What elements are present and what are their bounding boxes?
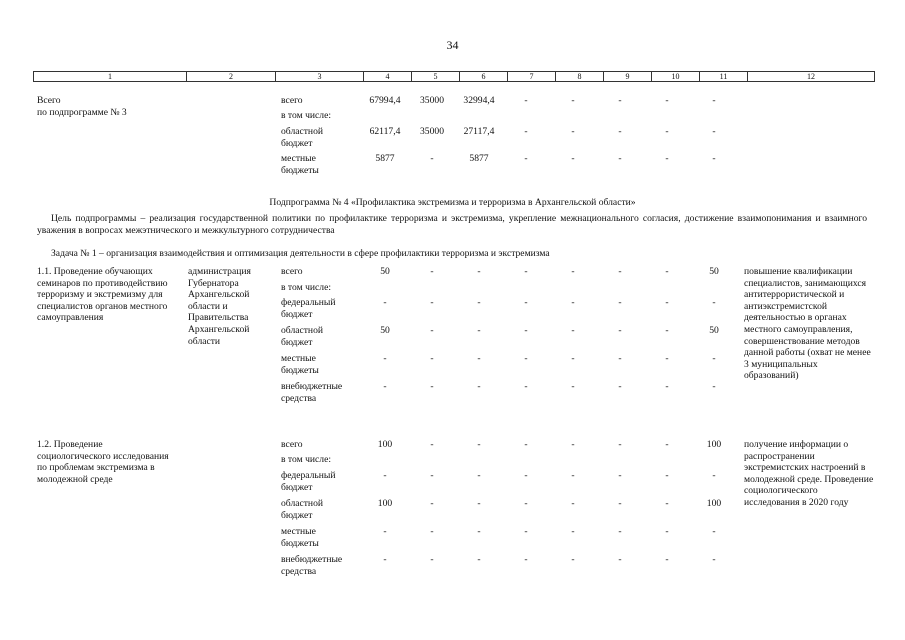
funding-value: -: [665, 439, 669, 450]
funding-value: -: [430, 153, 434, 164]
funding-value: 100: [706, 498, 722, 509]
funding-value: -: [430, 325, 434, 336]
funding-value: -: [618, 95, 622, 106]
funding-value: -: [524, 153, 528, 164]
funding-value: -: [571, 498, 575, 509]
funding-source-label: всего: [281, 266, 303, 277]
funding-value: -: [571, 95, 575, 106]
funding-value: -: [477, 353, 481, 364]
funding-value: -: [571, 470, 575, 481]
funding-value: -: [524, 266, 528, 277]
task-line: Задача № 1 – организация взаимодействия и оптимизация деятельности в сфере профилактики терроризма и экстремизма: [51, 248, 550, 259]
funding-value: -: [571, 153, 575, 164]
funding-value: -: [618, 526, 622, 537]
funding-source-label: областной бюджет: [281, 325, 324, 348]
activity-result: получение информации о распространении экстремистских настроений в молодежной среде. Проведение социологического исследования в 2020 году: [744, 439, 874, 508]
header-col: 12: [747, 72, 874, 81]
funding-value: 100: [377, 439, 393, 450]
activity-executor: администрация Губернатора Архангельской области и Правительства Архангельской области: [188, 266, 251, 347]
funding-value: -: [571, 381, 575, 392]
funding-value: -: [383, 353, 387, 364]
funding-value: -: [571, 526, 575, 537]
funding-value: 50: [380, 325, 390, 336]
header-col: 4: [363, 72, 411, 81]
header-col: 3: [275, 72, 363, 81]
funding-value: -: [618, 153, 622, 164]
funding-source-label: в том числе:: [281, 454, 332, 465]
funding-value: -: [618, 353, 622, 364]
header-col: 5: [411, 72, 459, 81]
funding-value: -: [430, 470, 434, 481]
subprogram-title: Подпрограмма № 4 «Профилактика экстремизма и терроризма в Архангельской области»: [269, 197, 636, 208]
header-col: 10: [651, 72, 699, 81]
funding-value: -: [618, 325, 622, 336]
funding-value: -: [477, 526, 481, 537]
funding-value: -: [665, 266, 669, 277]
funding-value: -: [712, 470, 716, 481]
funding-value: -: [383, 381, 387, 392]
funding-source-label: всего: [281, 439, 303, 450]
funding-value: -: [524, 498, 528, 509]
funding-value: -: [571, 353, 575, 364]
funding-value: -: [618, 470, 622, 481]
funding-value: -: [712, 554, 716, 565]
activity-result: повышение квалификации специалистов, занимающихся антитеррористической и антиэкстремистской деятельностью в органах местного самоуправления, совершенствование методов данной работы (охват не менее 3 муниципальных образований): [744, 266, 871, 382]
funding-source-label: местные бюджеты: [281, 153, 319, 176]
funding-value: -: [571, 439, 575, 450]
funding-value: -: [383, 470, 387, 481]
funding-value: 62117,4: [369, 126, 401, 137]
funding-value: -: [524, 353, 528, 364]
funding-value: -: [618, 381, 622, 392]
funding-value: -: [712, 526, 716, 537]
funding-value: 67994,4: [369, 95, 401, 106]
funding-value: -: [430, 266, 434, 277]
funding-value: -: [477, 470, 481, 481]
funding-value: -: [665, 153, 669, 164]
funding-value: -: [665, 95, 669, 106]
page-number: 34: [446, 38, 459, 52]
funding-value: -: [430, 498, 434, 509]
funding-value: -: [477, 554, 481, 565]
header-col: 8: [555, 72, 603, 81]
activity-name: 1.2. Проведение социологического исследования по проблемам экстремизма в молодежной среде: [37, 439, 169, 485]
funding-value: -: [524, 526, 528, 537]
funding-value: -: [571, 126, 575, 137]
header-col: 9: [603, 72, 651, 81]
funding-value: -: [665, 126, 669, 137]
funding-source-label: местные бюджеты: [281, 353, 319, 376]
funding-source-label: местные бюджеты: [281, 526, 319, 549]
funding-value: -: [383, 554, 387, 565]
funding-source-label: федеральный бюджет: [281, 297, 336, 320]
funding-value: -: [571, 297, 575, 308]
funding-value: -: [618, 297, 622, 308]
goal-paragraph: Цель подпрограммы – реализация государственной политики по профилактике терроризма и экстремизма, укрепление межнационального согласия, достижение взаимопонимания и взаимного уважения в вопросах межэтнического и межкультурного сотрудничества: [37, 213, 867, 236]
funding-value: -: [524, 439, 528, 450]
funding-source-label: в том числе:: [281, 110, 332, 121]
funding-value: -: [524, 381, 528, 392]
header-col: 1: [108, 72, 112, 81]
funding-source-label: в том числе:: [281, 282, 332, 293]
funding-source-label: всего: [281, 95, 303, 106]
funding-value: -: [665, 554, 669, 565]
funding-value: -: [665, 325, 669, 336]
funding-value: -: [383, 297, 387, 308]
funding-value: -: [477, 325, 481, 336]
funding-value: -: [524, 554, 528, 565]
funding-value: -: [712, 297, 716, 308]
funding-value: 50: [709, 325, 719, 336]
header-col: 6: [459, 72, 507, 81]
funding-value: -: [383, 526, 387, 537]
funding-value: -: [712, 381, 716, 392]
funding-value: -: [712, 353, 716, 364]
funding-value: -: [712, 126, 716, 137]
funding-value: -: [618, 266, 622, 277]
funding-value: 32994,4: [463, 95, 495, 106]
funding-value: -: [430, 297, 434, 308]
funding-value: 100: [377, 498, 393, 509]
funding-value: 35000: [420, 126, 444, 137]
funding-value: -: [524, 325, 528, 336]
funding-value: -: [477, 297, 481, 308]
funding-value: 35000: [420, 95, 444, 106]
funding-value: -: [618, 498, 622, 509]
funding-value: -: [430, 526, 434, 537]
header-col: 11: [699, 72, 747, 81]
funding-value: -: [430, 554, 434, 565]
funding-value: 50: [709, 266, 719, 277]
funding-value: -: [430, 353, 434, 364]
funding-value: -: [618, 554, 622, 565]
funding-value: -: [477, 498, 481, 509]
funding-source-label: внебюджетные средства: [281, 381, 343, 404]
funding-value: -: [665, 297, 669, 308]
funding-value: 50: [380, 266, 390, 277]
table-header-row: [33, 71, 875, 82]
funding-value: -: [712, 153, 716, 164]
header-col: 2: [186, 72, 275, 81]
funding-value: -: [665, 470, 669, 481]
funding-value: -: [665, 353, 669, 364]
funding-source-label: областной бюджет: [281, 498, 324, 521]
funding-value: 5877: [469, 153, 489, 164]
funding-value: -: [524, 297, 528, 308]
funding-value: -: [430, 439, 434, 450]
funding-value: -: [524, 470, 528, 481]
funding-value: -: [665, 381, 669, 392]
funding-value: -: [712, 95, 716, 106]
funding-value: 27117,4: [463, 126, 495, 137]
funding-value: -: [618, 126, 622, 137]
funding-value: 100: [706, 439, 722, 450]
funding-value: -: [524, 95, 528, 106]
funding-value: -: [665, 526, 669, 537]
funding-value: -: [665, 498, 669, 509]
funding-value: -: [524, 126, 528, 137]
funding-value: -: [430, 381, 434, 392]
funding-source-label: внебюджетные средства: [281, 554, 343, 577]
funding-value: -: [477, 381, 481, 392]
funding-value: -: [477, 266, 481, 277]
activity-name: 1.1. Проведение обучающих семинаров по противодействию терроризму и экстремизму для специалистов органов местного самоуправления: [37, 266, 168, 324]
total-label: Всего по подпрограмме № 3: [37, 95, 127, 118]
funding-value: -: [477, 439, 481, 450]
funding-value: -: [571, 325, 575, 336]
funding-value: -: [571, 554, 575, 565]
funding-source-label: областной бюджет: [281, 126, 324, 149]
funding-source-label: федеральный бюджет: [281, 470, 336, 493]
header-col: 7: [507, 72, 555, 81]
funding-value: -: [618, 439, 622, 450]
funding-value: -: [571, 266, 575, 277]
funding-value: 5877: [375, 153, 395, 164]
